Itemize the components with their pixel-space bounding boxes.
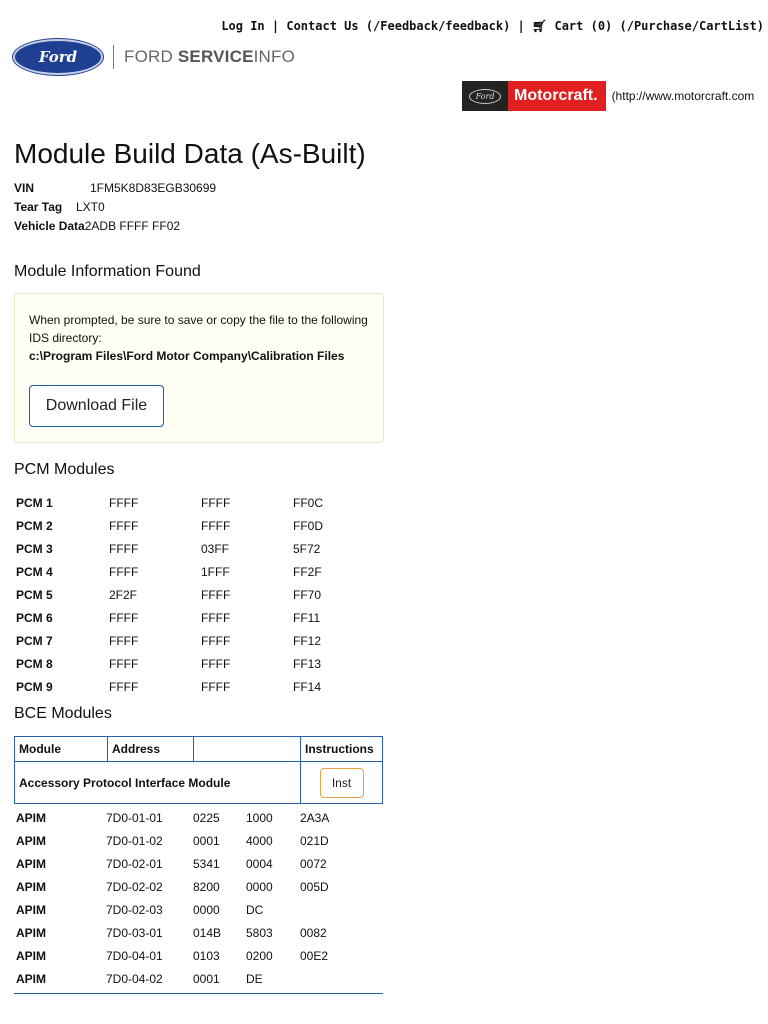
- pcm-name: PCM 8: [16, 656, 53, 671]
- cart-link[interactable]: [532, 19, 764, 33]
- bce-address: 7D0-04-01: [106, 948, 163, 963]
- bce-module: APIM: [16, 856, 46, 871]
- pcm-value: FFFF: [201, 495, 231, 510]
- login-link[interactable]: Log In: [221, 19, 265, 33]
- download-file-button[interactable]: Download File: [29, 385, 164, 427]
- bce-value: 8200: [193, 879, 220, 894]
- bce-row: [14, 806, 383, 829]
- bce-value: 0072: [300, 856, 327, 871]
- pcm-value: FF12: [293, 633, 322, 648]
- pcm-row: [14, 491, 323, 514]
- bce-value: 4000: [246, 833, 273, 848]
- pcm-row: [14, 514, 323, 537]
- bce-value: 005D: [300, 879, 329, 894]
- vin-value: 1FM5K8D83EGB30699: [90, 181, 217, 195]
- pcm-name: PCM 9: [16, 679, 53, 694]
- pcm-value: FFFF: [109, 610, 139, 625]
- pcm-row: [14, 652, 323, 675]
- pcm-row: [14, 583, 323, 606]
- site-brand[interactable]: [13, 39, 295, 75]
- module-info-message: [29, 311, 374, 365]
- pcm-value: FFFF: [201, 656, 231, 671]
- pcm-name: PCM 7: [16, 633, 53, 648]
- bce-modules-heading: BCE Modules: [14, 705, 112, 722]
- pcm-name: PCM 4: [16, 564, 53, 579]
- bce-value: 5341: [193, 856, 220, 871]
- bce-row: [14, 875, 383, 898]
- pcm-row: [14, 675, 323, 698]
- bce-address: 7D0-01-01: [106, 810, 163, 825]
- bce-value: 0004: [246, 856, 273, 871]
- brand-title-service: SERVICE: [177, 47, 254, 66]
- tear-tag-label: Tear Tag: [14, 200, 63, 214]
- header-module: Module: [15, 737, 108, 761]
- motorcraft-logo: Motorcraft.: [508, 81, 606, 111]
- header-address: Address: [108, 737, 194, 761]
- pcm-value: FFFF: [201, 633, 231, 648]
- pcm-value: FFFF: [109, 518, 139, 533]
- pcm-value: FFFF: [201, 610, 231, 625]
- bce-value: 0225: [193, 810, 220, 825]
- cart-icon: 🛒︎: [532, 19, 555, 33]
- pcm-value: FF13: [293, 656, 322, 671]
- save-instructions-text: When prompted, be sure to save or copy the file to the following IDS directory:: [29, 313, 368, 345]
- header-instructions: Instructions: [305, 742, 374, 756]
- nav-separator: |: [510, 19, 533, 33]
- bce-module: APIM: [16, 925, 46, 940]
- pcm-name: PCM 2: [16, 518, 53, 533]
- motorcraft-banner[interactable]: [462, 81, 754, 111]
- vehicle-info: [14, 179, 216, 236]
- bce-module: APIM: [16, 902, 46, 917]
- bce-row: [14, 829, 383, 852]
- bce-value: 0103: [193, 948, 220, 963]
- pcm-modules-heading: PCM Modules: [14, 461, 115, 478]
- brand-divider: [113, 45, 114, 69]
- bce-address: 7D0-04-02: [106, 971, 163, 986]
- bce-module: APIM: [16, 948, 46, 963]
- pcm-value: FF2F: [293, 564, 322, 579]
- module-info-heading: Module Information Found: [14, 263, 201, 280]
- pcm-value: 5F72: [293, 541, 321, 556]
- bce-value: 00E2: [300, 948, 329, 963]
- pcm-value: FFFF: [109, 541, 139, 556]
- brand-title: [124, 47, 295, 67]
- bce-module: APIM: [16, 833, 46, 848]
- pcm-value: FFFF: [109, 633, 139, 648]
- bce-module: APIM: [16, 879, 46, 894]
- pcm-value: FF70: [293, 587, 322, 602]
- tear-tag-value: LXT0: [76, 200, 105, 214]
- bce-module: APIM: [16, 971, 46, 986]
- bce-row: [14, 967, 383, 990]
- bce-value: DE: [246, 971, 263, 986]
- motorcraft-link[interactable]: (http://www.motorcraft.com: [611, 89, 755, 103]
- vin-row: [14, 179, 216, 198]
- pcm-value: FFFF: [201, 518, 231, 533]
- pcm-value: FFFF: [109, 656, 139, 671]
- module-group-name: Accessory Protocol Interface Module: [15, 762, 301, 803]
- page-title: Module Build Data (As-Built): [14, 138, 366, 169]
- pcm-value: FFFF: [201, 587, 231, 602]
- pcm-value: FF14: [293, 679, 322, 694]
- motorcraft-ford-text: Ford: [469, 89, 501, 104]
- pcm-value: 1FFF: [201, 564, 230, 579]
- bce-address: 7D0-01-02: [106, 833, 163, 848]
- module-info-box: [14, 293, 384, 443]
- pcm-value: FFFF: [109, 495, 139, 510]
- bce-value: 0000: [193, 902, 220, 917]
- bce-data-rows: [14, 804, 383, 990]
- bce-value: 0082: [300, 925, 327, 940]
- pcm-modules-table: [14, 491, 323, 698]
- brand-title-ford: FORD: [124, 47, 178, 66]
- pcm-value: FF11: [293, 610, 321, 625]
- bce-header-row: [14, 736, 383, 762]
- inst-button[interactable]: Inst: [320, 768, 364, 798]
- pcm-name: PCM 3: [16, 541, 53, 556]
- bce-address: 7D0-03-01: [106, 925, 163, 940]
- pcm-value: 03FF: [201, 541, 230, 556]
- bce-modules-table: [14, 736, 383, 994]
- pcm-row: [14, 629, 323, 652]
- bce-value: DC: [246, 902, 264, 917]
- bce-value: 0200: [246, 948, 273, 963]
- pcm-name: PCM 6: [16, 610, 53, 625]
- pcm-row: [14, 560, 323, 583]
- pcm-name: PCM 5: [16, 587, 53, 602]
- nav-separator: |: [264, 19, 287, 33]
- pcm-name: PCM 1: [16, 495, 53, 510]
- contact-us-link[interactable]: Contact Us (/Feedback/feedback): [286, 19, 511, 33]
- vehicle-data-label: Vehicle Data: [14, 219, 85, 233]
- bce-value: 2A3A: [300, 810, 330, 825]
- ford-logo: [13, 39, 103, 75]
- bce-address: 7D0-02-03: [106, 902, 163, 917]
- pcm-value: FF0D: [293, 518, 323, 533]
- module-group-row: [14, 762, 383, 804]
- table-bottom-border: [14, 993, 383, 994]
- vehicle-data-value: 2ADB FFFF FF02: [84, 219, 181, 233]
- ids-directory-path: c:\Program Files\Ford Motor Company\Calibration Files: [29, 349, 345, 363]
- bce-value: 014B: [193, 925, 222, 940]
- pcm-value: FFFF: [201, 679, 231, 694]
- bce-row: [14, 944, 383, 967]
- instructions-cell: [301, 762, 382, 803]
- bce-address: 7D0-02-02: [106, 879, 163, 894]
- vehicle-data-row: [14, 217, 216, 236]
- pcm-value: FFFF: [109, 679, 139, 694]
- tear-tag-row: [14, 198, 216, 217]
- top-navigation: [221, 19, 764, 33]
- bce-value: 1000: [246, 810, 273, 825]
- brand-title-info: INFO: [253, 47, 296, 66]
- cart-label: Cart (0) (/Purchase/CartList): [554, 19, 764, 33]
- bce-value: 0001: [193, 971, 220, 986]
- pcm-value: FF0C: [293, 495, 323, 510]
- header-data: [194, 737, 301, 761]
- ford-logo-text: Ford: [38, 48, 78, 66]
- pcm-value: 2F2F: [109, 587, 138, 602]
- motorcraft-ford-logo: [462, 81, 508, 111]
- bce-row: [14, 852, 383, 875]
- bce-value: 0000: [246, 879, 273, 894]
- bce-value: 0001: [193, 833, 220, 848]
- bce-module: APIM: [16, 810, 46, 825]
- bce-value: 5803: [246, 925, 273, 940]
- bce-address: 7D0-02-01: [106, 856, 163, 871]
- bce-value: 021D: [300, 833, 329, 848]
- bce-row: [14, 921, 383, 944]
- bce-row: [14, 898, 383, 921]
- pcm-row: [14, 537, 323, 560]
- vin-label: VIN: [14, 181, 35, 195]
- pcm-row: [14, 606, 323, 629]
- pcm-value: FFFF: [109, 564, 139, 579]
